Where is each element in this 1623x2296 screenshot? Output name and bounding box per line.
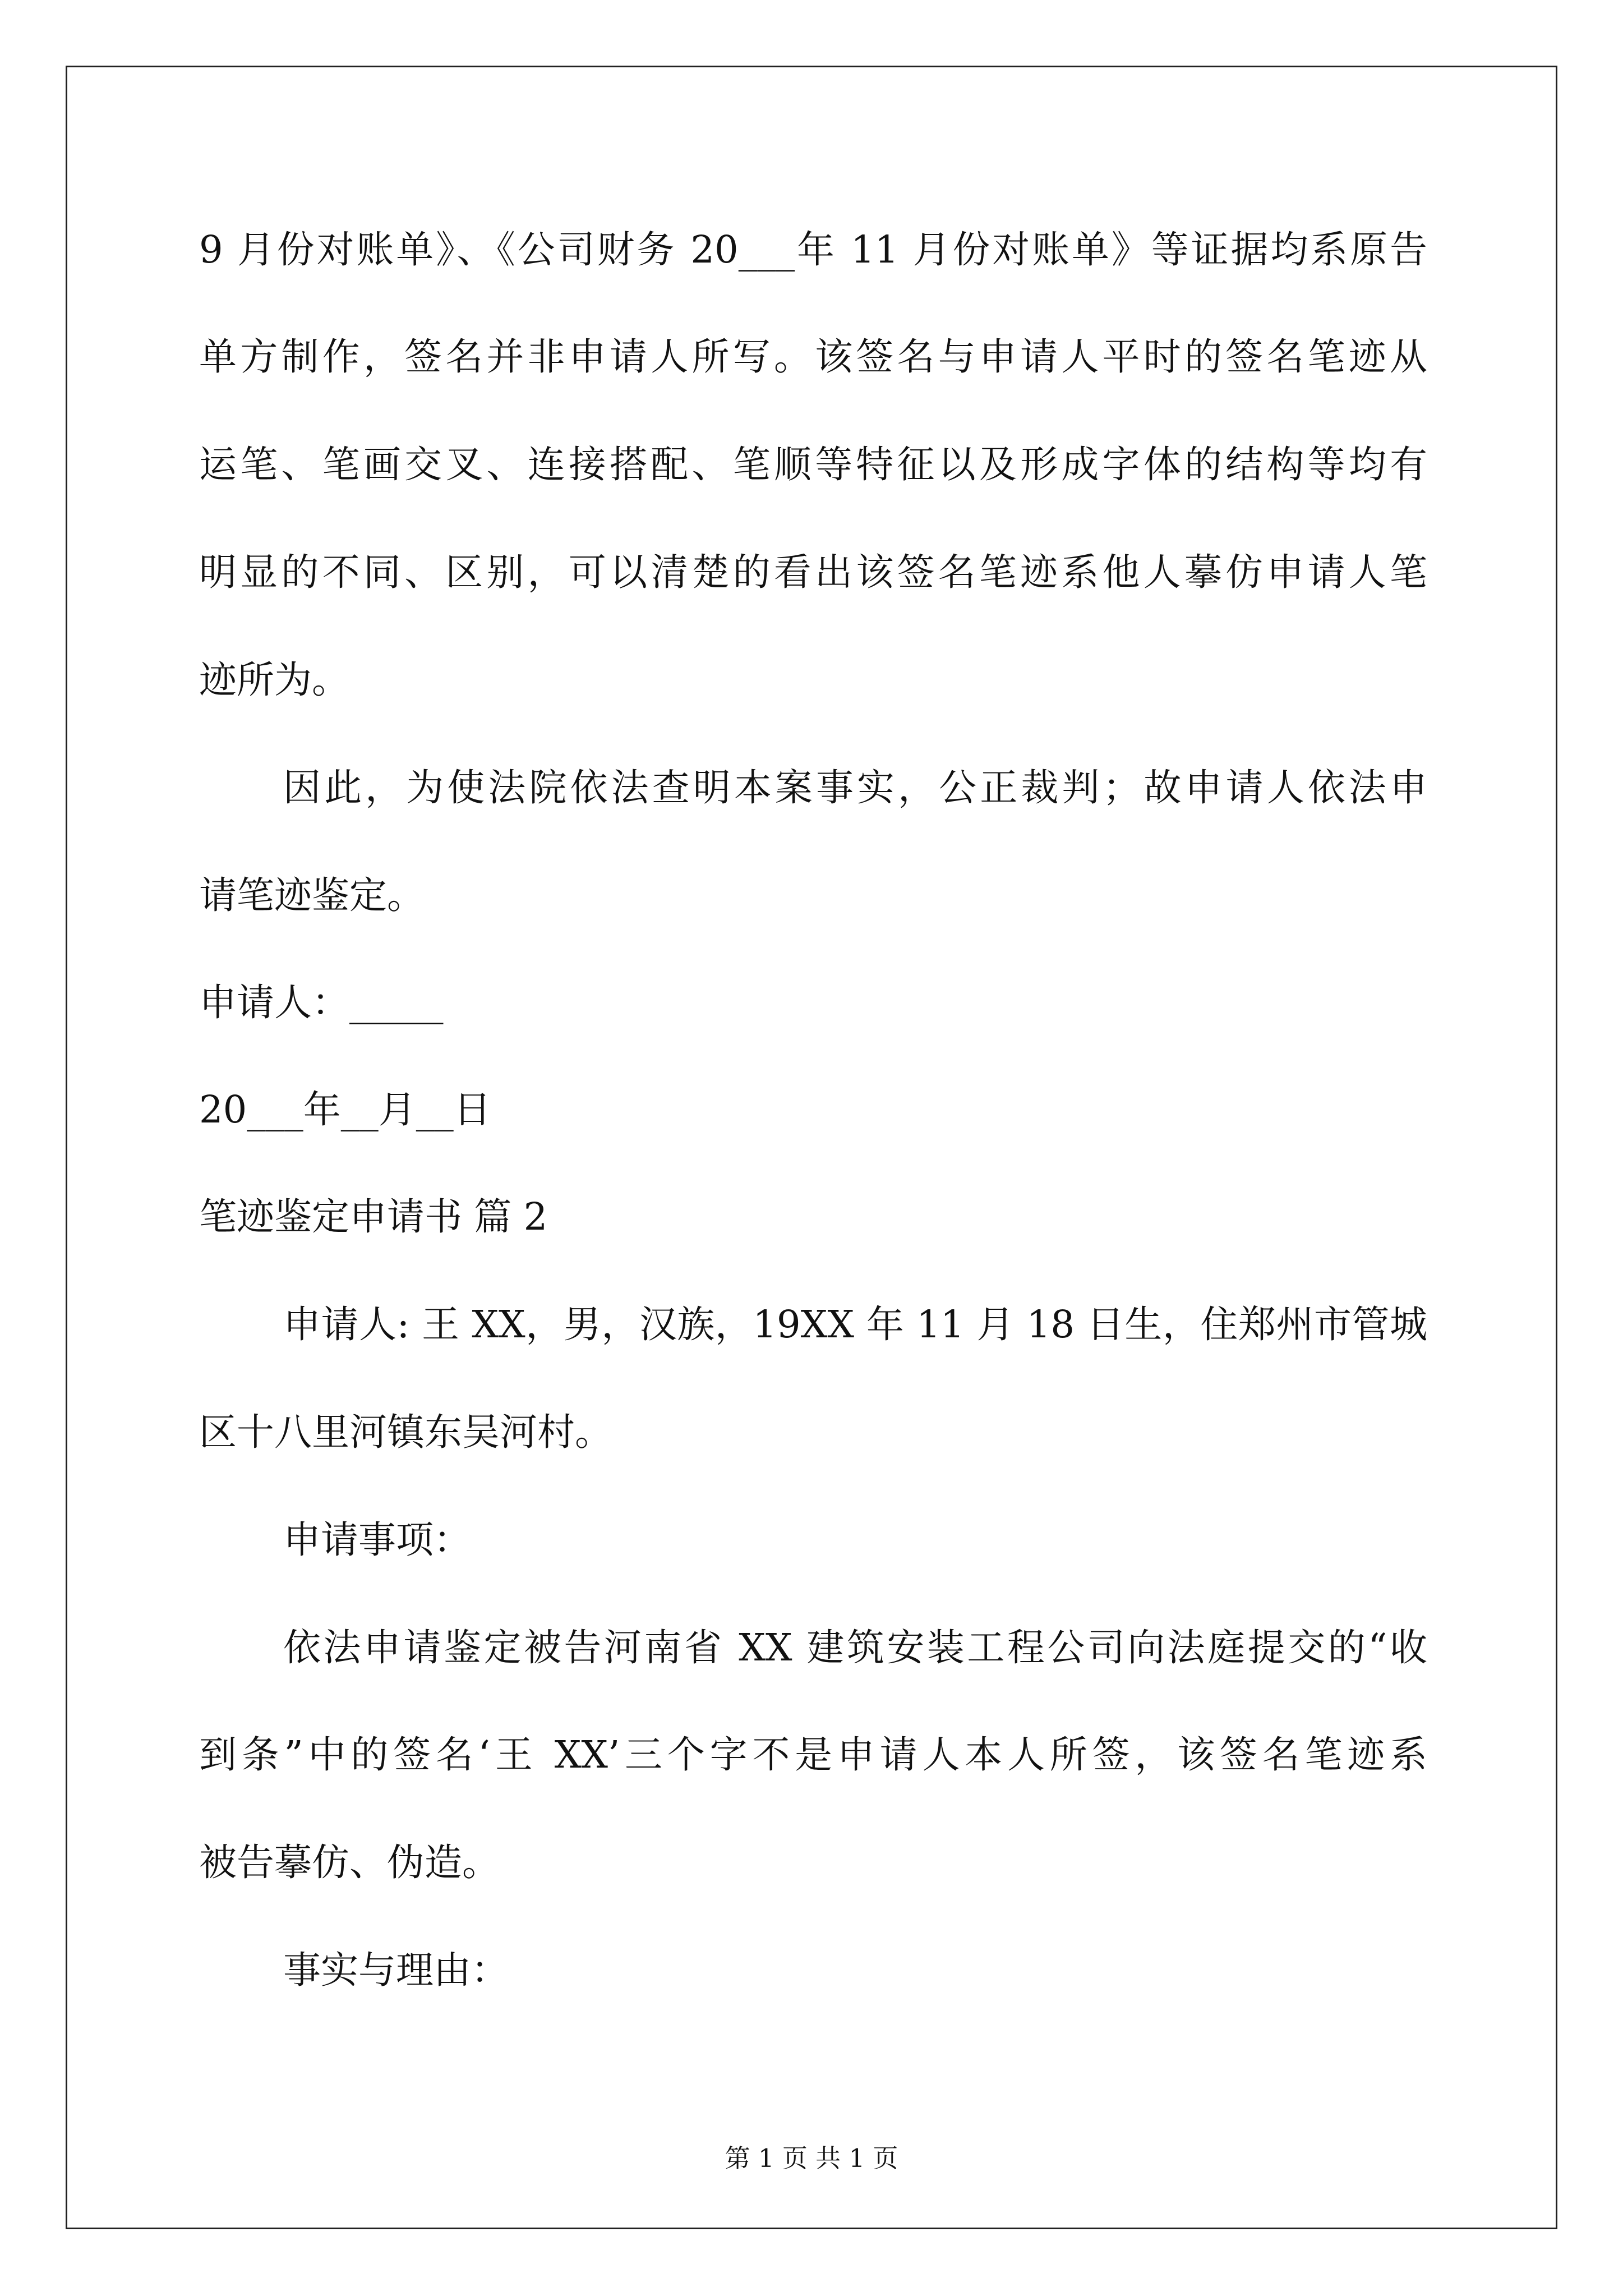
page-border xyxy=(66,66,1557,2229)
body-line: 区十八里河镇东吴河村。 xyxy=(199,1410,612,1454)
body-line: 到条”中的签名‘王 XX’三个字不是申请人本人所签，该签名笔迹系 xyxy=(199,1733,1427,1777)
body-line: 明显的不同、区别，可以清楚的看出该签名笔迹系他人摹仿申请人笔 xyxy=(199,550,1427,594)
body-line: 申请人: 王 XX，男，汉族，19XX 年 11 月 18 日生，住郑州市管城 xyxy=(283,1303,1427,1346)
body-line: 9 月份对账单》、《公司财务 20___年 11 月份对账单》等证据均系原告 xyxy=(199,228,1427,272)
body-line: 被告摹仿、伪造。 xyxy=(199,1841,500,1884)
body-line: 因此，为使法院依法查明本案事实，公正裁判；故申请人依法申 xyxy=(283,766,1427,809)
subsection-heading: 事实与理由： xyxy=(283,1948,509,1992)
body-line: 请笔迹鉴定。 xyxy=(199,873,425,917)
body-line: 迹所为。 xyxy=(199,658,349,702)
subsection-heading: 申请事项： xyxy=(283,1518,471,1562)
page-footer: 第 1 页 共 1 页 xyxy=(725,2143,898,2173)
body-line: 运笔、笔画交叉、连接搭配、笔顺等特征以及形成字体的结构等均有 xyxy=(199,443,1427,486)
section-heading: 笔迹鉴定申请书 篇 2 xyxy=(199,1195,548,1239)
applicant-signature-line: 申请人：_____ xyxy=(199,981,444,1024)
body-line: 依法申请鉴定被告河南省 XX 建筑安装工程公司向法庭提交的“收 xyxy=(283,1626,1427,1669)
body-line: 单方制作，签名并非申请人所写。该签名与申请人平时的签名笔迹从 xyxy=(199,335,1427,379)
date-line: 20___年__月__日 xyxy=(199,1088,491,1131)
